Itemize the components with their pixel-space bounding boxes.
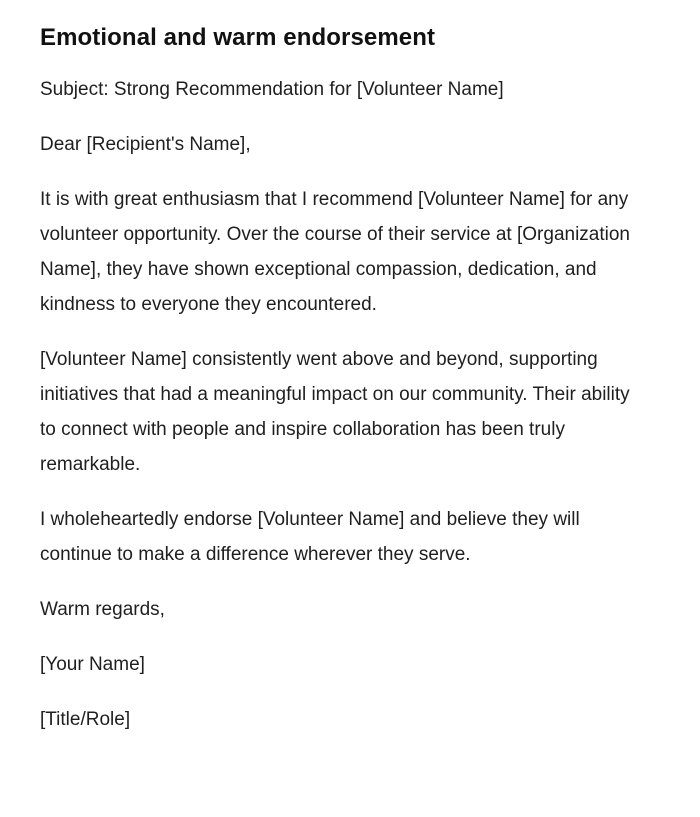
signature-role: [Title/Role] [40, 709, 131, 730]
salutation: Dear [Recipient's Name], [40, 134, 251, 155]
body-paragraph-2: [Volunteer Name] consistently went above and beyond, supporting initiatives that had a meaningful impact on our community. Their ability to connect with people and inspire collaboration has been truly remarkable. [40, 349, 630, 475]
closing-line: Warm regards, [40, 599, 165, 620]
document-heading: Emotional and warm endorsement [40, 24, 436, 51]
body-paragraph-3: I wholeheartedly endorse [Volunteer Name] and believe they will continue to make a difference wherever they serve. [40, 509, 580, 565]
signature-name: [Your Name] [40, 654, 145, 675]
subject-line: Subject: Strong Recommendation for [Volunteer Name] [40, 79, 504, 100]
document-content [40, 22, 640, 737]
body-paragraph-1: It is with great enthusiasm that I recommend [Volunteer Name] for any volunteer opportunity. Over the course of their service at [Organization Name], they have shown exceptional compassion, dedication, and kindness to everyone they encountered. [40, 189, 631, 315]
